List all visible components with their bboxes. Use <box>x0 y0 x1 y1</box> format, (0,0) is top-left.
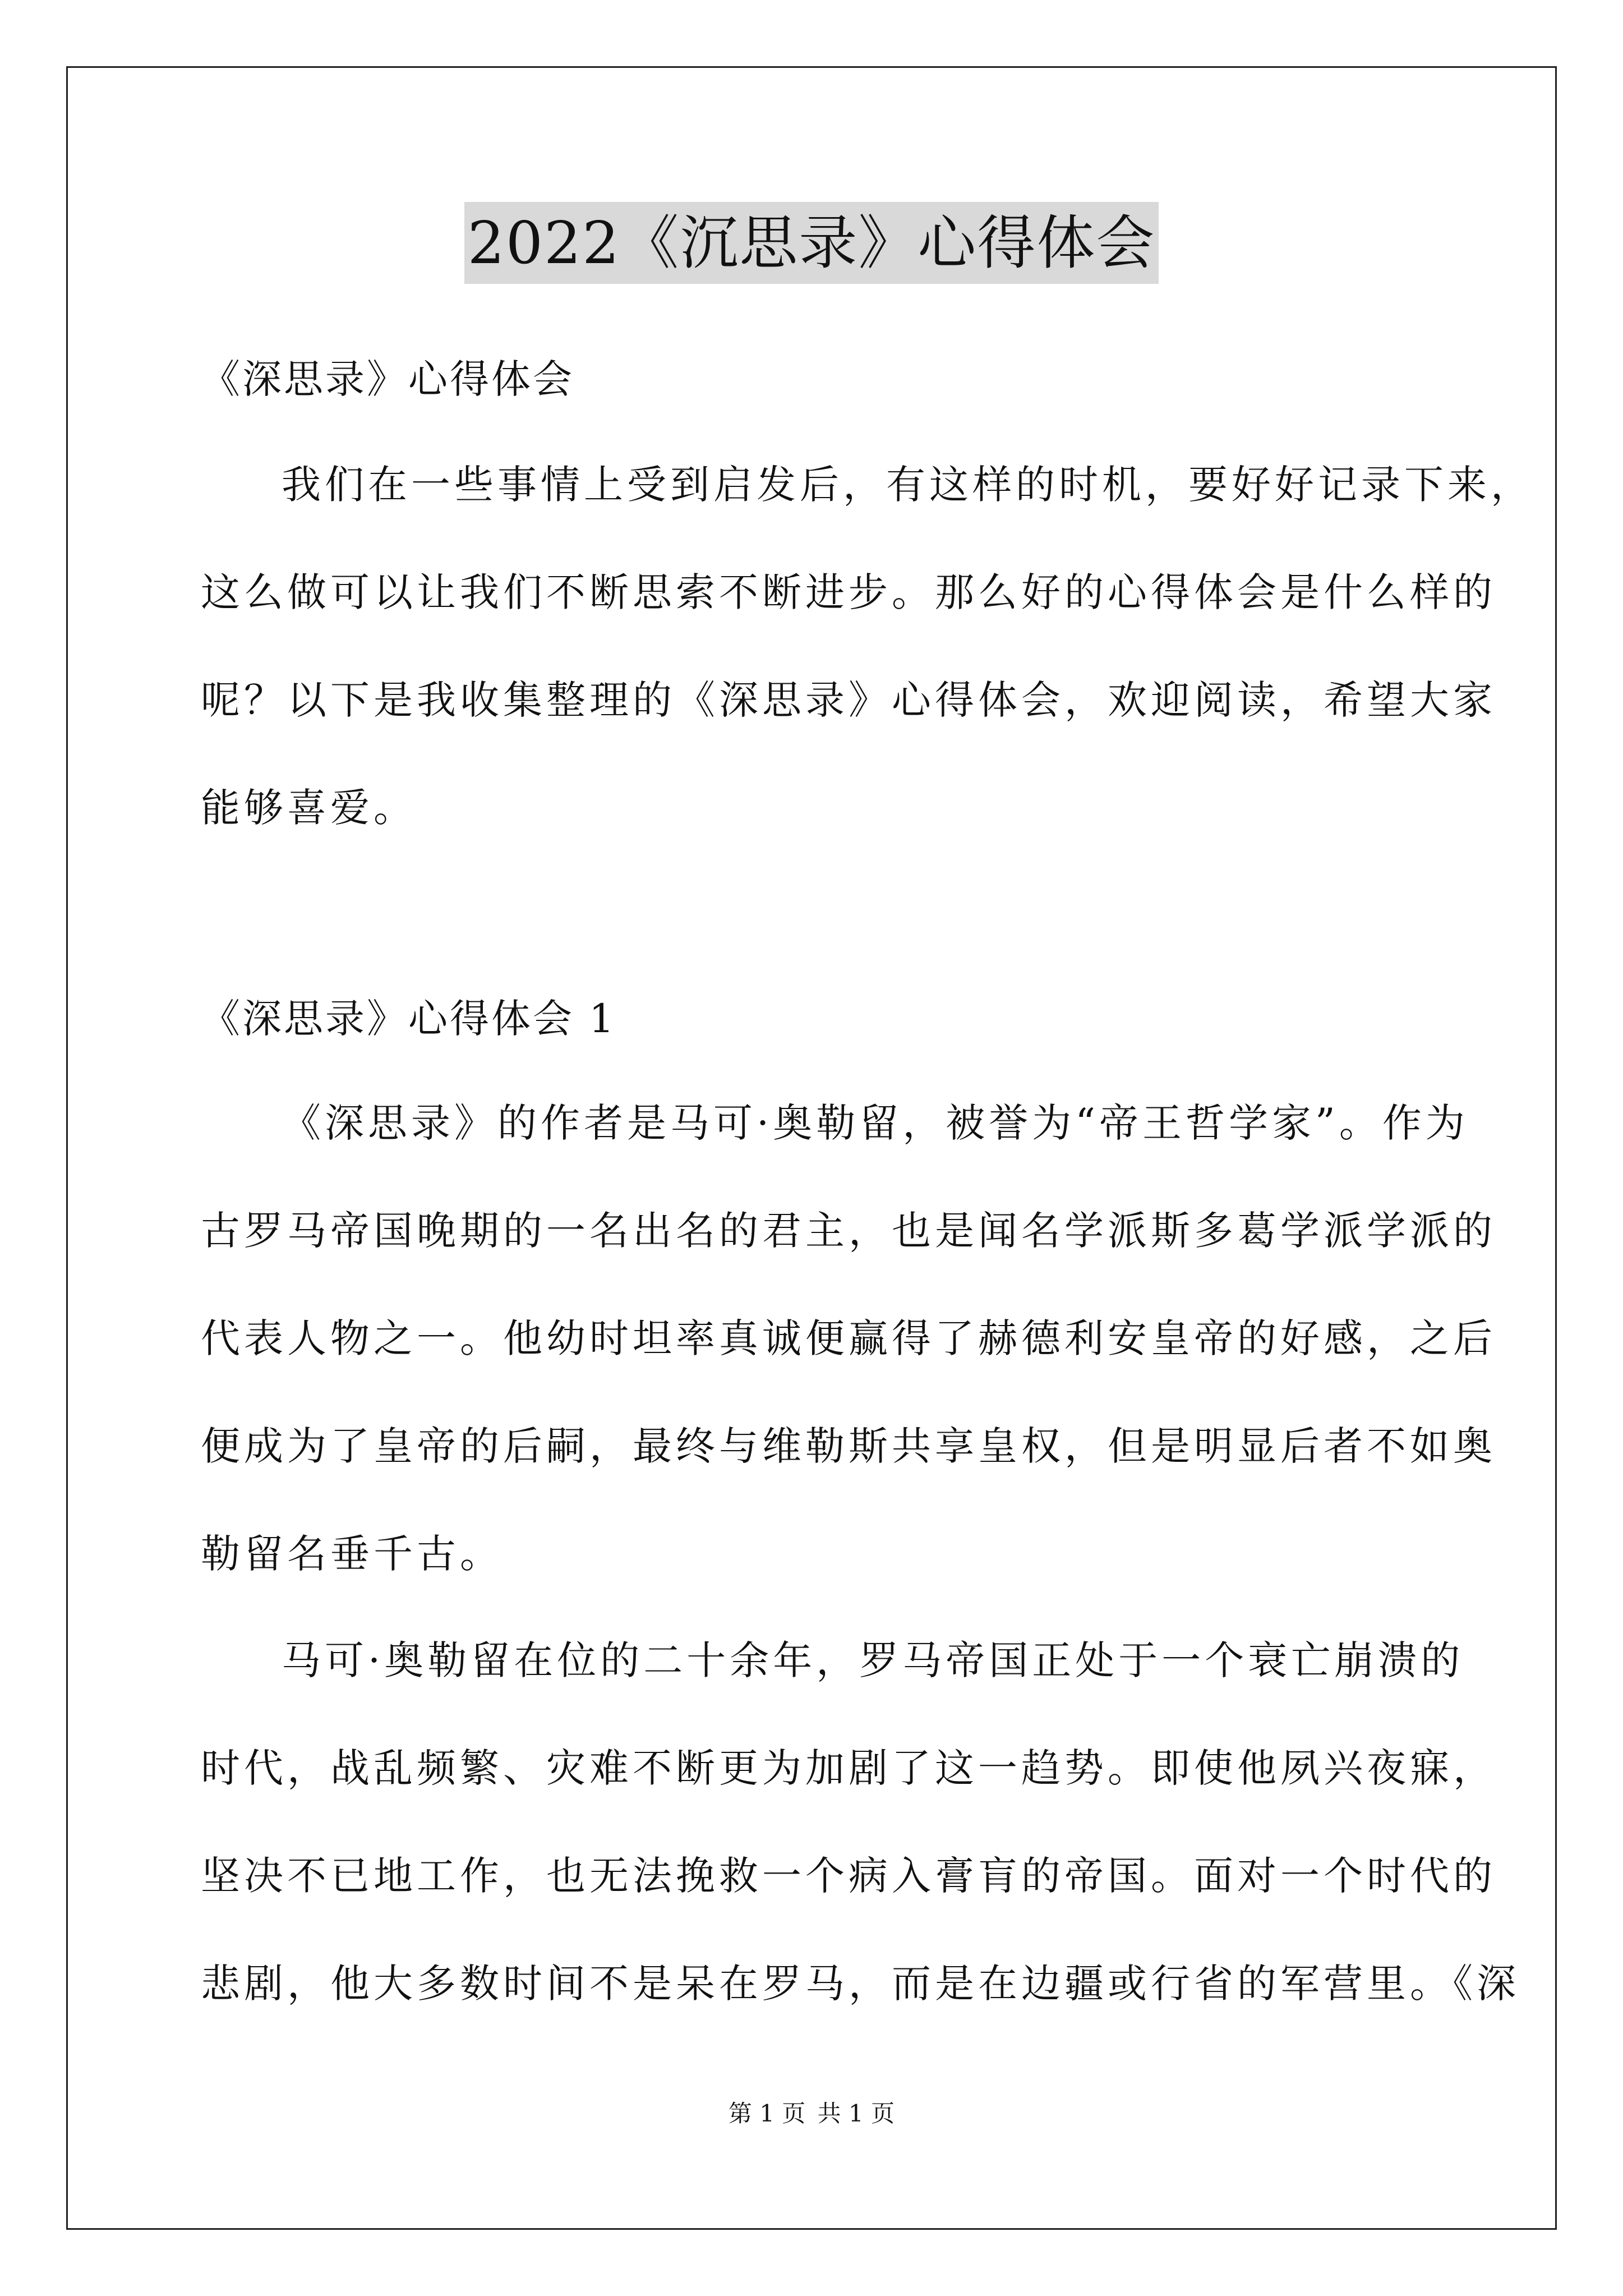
paragraph-line: 时代，战乱频繁、灾难不断更为加剧了这一趋势。即使他夙兴夜寐， <box>201 1745 1496 1791</box>
paragraph-line: 坚决不已地工作，也无法挽救一个病入膏肓的帝国。面对一个时代的 <box>201 1853 1496 1899</box>
page-number: 第 1 页 <box>728 2100 806 2127</box>
intro-line: 这么做可以让我们不断思索不断进步。那么好的心得体会是什么样的 <box>201 569 1496 615</box>
paragraph-line: 《深思录》的作者是马可·奥勒留，被誉为“帝王哲学家”。作为 <box>282 1100 1469 1146</box>
page-total: 共 1 页 <box>817 2100 895 2127</box>
section-heading: 《深思录》心得体会 1 <box>201 996 616 1042</box>
document-title: 2022《沉思录》心得体会 <box>464 202 1159 284</box>
paragraph-line: 勒留名垂千古。 <box>201 1531 503 1577</box>
intro-line: 我们在一些事情上受到启发后，有这样的时机，要好好记录下来， <box>282 462 1534 508</box>
page-footer <box>0 2097 1623 2131</box>
paragraph-line: 便成为了皇帝的后嗣，最终与维勒斯共享皇权，但是明显后者不如奥 <box>201 1423 1496 1469</box>
intro-line: 能够喜爱。 <box>201 785 417 831</box>
paragraph-line: 古罗马帝国晚期的一名出名的君主，也是闻名学派斯多葛学派学派的 <box>201 1208 1496 1254</box>
paragraph-line: 代表人物之一。他幼时坦率真诚便赢得了赫德利安皇帝的好感，之后 <box>201 1315 1496 1361</box>
title-container <box>0 202 1623 284</box>
subtitle: 《深思录》心得体会 <box>201 356 574 402</box>
paragraph-line: 悲剧，他大多数时间不是呆在罗马，而是在边疆或行省的军营里。《深 <box>201 1961 1520 2007</box>
intro-line: 呢？以下是我收集整理的《深思录》心得体会，欢迎阅读，希望大家 <box>201 677 1496 723</box>
paragraph-line: 马可·奥勒留在位的二十余年，罗马帝国正处于一个衰亡崩溃的 <box>282 1637 1464 1683</box>
